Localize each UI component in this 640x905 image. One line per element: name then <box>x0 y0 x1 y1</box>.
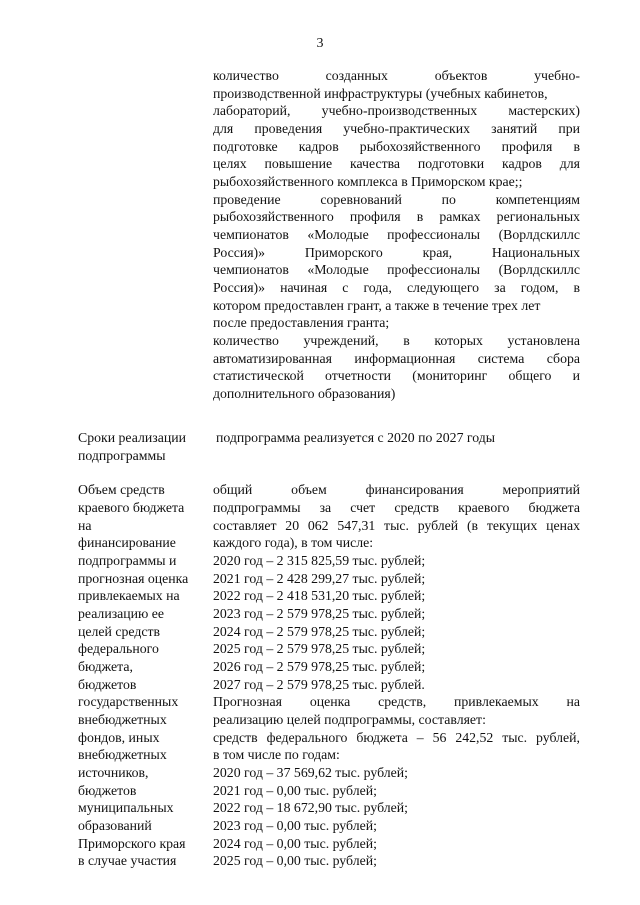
funding-value-line: 2021 год – 0,00 тыс. рублей; <box>213 783 377 798</box>
funding-label-line: внебюджетных <box>78 712 167 727</box>
funding-value-line: реализацию целей подпрограммы, составляет: <box>213 712 486 727</box>
funding-label-line: фондов, иных <box>78 730 160 745</box>
funding-value-line: 2020 год – 2 315 825,59 тыс. рублей; <box>213 553 426 568</box>
indicators-line: лабораторий, учебно-производственных мастерских) <box>213 103 580 118</box>
funding-label-line: внебюджетных <box>78 747 167 762</box>
indicators-line: для проведения учебно-практических занятий при <box>213 121 580 136</box>
funding-value-line: Прогнозная оценка средств, привлекаемых на <box>213 694 580 709</box>
funding-value-line: 2022 год – 2 418 531,20 тыс. рублей; <box>213 588 426 603</box>
funding-label-line: бюджета, <box>78 659 133 674</box>
funding-value-line: 2023 год – 0,00 тыс. рублей; <box>213 818 377 833</box>
indicators-line: рыбохозяйственного профиля в рамках региональных <box>213 209 580 224</box>
funding-label-line: источников, <box>78 765 149 780</box>
funding-label-line: прогнозная оценка <box>78 571 189 586</box>
funding-value-line: в том числе по годам: <box>213 747 340 762</box>
indicators-line: статистической отчетности (мониторинг общего и <box>213 368 580 383</box>
funding-label-line: финансирование <box>78 535 176 550</box>
funding-label-line: целей средств <box>78 624 160 639</box>
indicators-line: дополнительного образования) <box>213 386 396 401</box>
indicators-line: целях повышение качества подготовки кадров для <box>213 156 580 171</box>
funding-label-line: государственных <box>78 694 179 709</box>
page-number: 3 <box>316 36 324 51</box>
funding-label-line: муниципальных <box>78 800 174 815</box>
funding-label-line: в случае участия <box>78 853 177 868</box>
indicators-line: проведение соревнований по компетенциям <box>213 192 580 207</box>
funding-value-line: 2022 год – 18 672,90 тыс. рублей; <box>213 800 408 815</box>
funding-value-line: 2025 год – 2 579 978,25 тыс. рублей; <box>213 641 426 656</box>
funding-label-line: краевого бюджета <box>78 500 185 515</box>
funding-value-line: средств федерального бюджета – 56 242,52 тыс. рублей, <box>213 730 580 745</box>
indicators-line: производственной инфраструктуры (учебных кабинетов, <box>213 86 548 101</box>
indicators-line: количество учреждений, в которых установлена <box>213 333 580 348</box>
funding-value-line: 2023 год – 2 579 978,25 тыс. рублей; <box>213 606 426 621</box>
funding-label-line: реализацию ее <box>78 606 165 621</box>
funding-value-line: 2026 год – 2 579 978,25 тыс. рублей; <box>213 659 426 674</box>
funding-label-line: на <box>78 518 92 533</box>
indicators-line: чемпионатов «Молодые профессионалы (Ворлдскиллс <box>213 227 580 242</box>
funding-value-line: 2025 год – 0,00 тыс. рублей; <box>213 853 377 868</box>
funding-label-line: Приморского края <box>78 836 186 851</box>
indicators-line: количество созданных объектов учебно- <box>213 68 580 83</box>
funding-value-line: 2024 год – 0,00 тыс. рублей; <box>213 836 377 851</box>
funding-value-line: составляет 20 062 547,31 тыс. рублей (в текущих ценах <box>213 518 580 533</box>
indicators-line: котором предоставлен грант, а также в течение трех лет <box>213 298 541 313</box>
funding-label-line: бюджетов <box>78 677 137 692</box>
funding-value-line: 2021 год – 2 428 299,27 тыс. рублей; <box>213 571 426 586</box>
terms-label-line: Сроки реализации <box>78 430 186 445</box>
funding-value-line: подпрограммы за счет средств краевого бюджета <box>213 500 580 515</box>
funding-value-line: каждого года), в том числе: <box>213 535 374 550</box>
funding-label-line: Объем средств <box>78 482 165 497</box>
indicators-line: Россия)» Приморского края, Национальных <box>213 245 580 260</box>
funding-label-line: бюджетов <box>78 783 137 798</box>
indicators-line: подготовке кадров рыбохозяйственного профиля в <box>213 139 580 154</box>
indicators-line: чемпионатов «Молодые профессионалы (Ворлдскиллс <box>213 262 580 277</box>
funding-value-line: 2024 год – 2 579 978,25 тыс. рублей; <box>213 624 426 639</box>
funding-value-line: общий объем финансирования мероприятий <box>213 482 580 497</box>
funding-value-line: 2027 год – 2 579 978,25 тыс. рублей. <box>213 677 425 692</box>
indicators-line: после предоставления гранта; <box>213 315 390 330</box>
terms-label-line: подпрограммы <box>78 448 166 463</box>
funding-label-line: федерального <box>78 641 159 656</box>
indicators-line: рыбохозяйственного комплекса в Приморском крае;; <box>213 174 523 189</box>
indicators-line: Россия)» начиная с года, следующего за годом, в <box>213 280 580 295</box>
funding-label-line: привлекаемых на <box>78 588 180 603</box>
funding-label-line: образований <box>78 818 152 833</box>
terms-value: подпрограмма реализуется с 2020 по 2027 годы <box>216 430 496 445</box>
indicators-line: автоматизированная информационная система сбора <box>213 351 580 366</box>
funding-value-line: 2020 год – 37 569,62 тыс. рублей; <box>213 765 408 780</box>
funding-label-line: подпрограммы и <box>78 553 177 568</box>
